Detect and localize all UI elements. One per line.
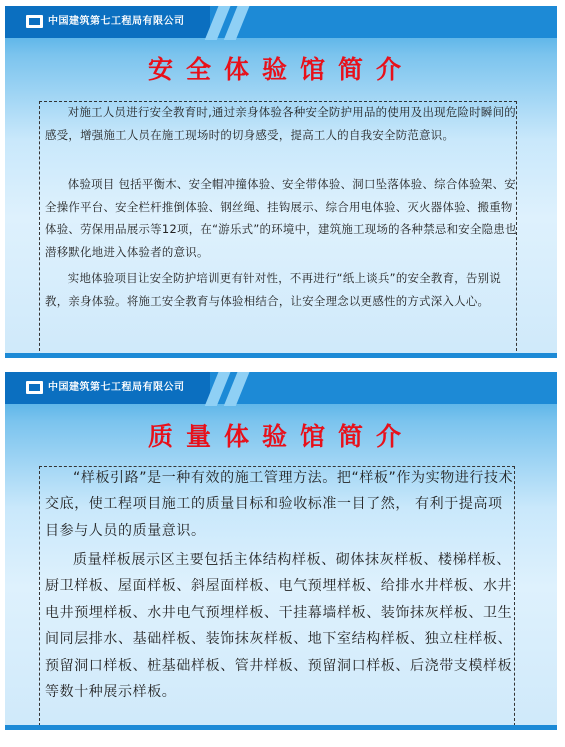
footer-bar xyxy=(5,725,557,730)
company-logo-icon xyxy=(26,15,43,28)
safety-paragraph: 体验项目 包括平衡木、安全帽冲撞体验、安全带体验、洞口坠落体验、综合体验架、安全操作平台、安全栏杆推倒体验、钢丝绳、挂钩展示、综合用电体验、灭火器体验、搬重物体验、劳保用品展示等12项，在“游乐式”的环境中，建筑施工现场的各种禁忌和安全隐患也潜移默化地进入体验者的意识。 xyxy=(45,177,517,259)
safety-paragraph: 实地体验项目让安全防护培训更有针对性，不再进行“纸上谈兵”的安全教育，告别说教，亲身体验。将施工安全教育与体验相结合，让安全理念以更感性的方式深入人心。 xyxy=(45,271,502,308)
safety-title: 安全体验馆简介 xyxy=(147,55,414,84)
company-name: 中国建筑第七工程局有限公司 xyxy=(48,382,185,393)
quality-board xyxy=(5,372,557,730)
safety-paragraph: 对施工人员进行安全教育时,通过亲身体验各种安全防护用品的使用及出现危险时瞬间的感受，增强施工人员在施工现场时的切身感受，提高工人的自我安全防范意识。 xyxy=(45,105,516,142)
safety-board xyxy=(5,6,557,358)
company-logo-icon xyxy=(26,381,43,394)
quality-paragraph: “样板引路”是一种有效的施工管理方法。把“样板”作为实物进行技术交底，使工程项目施工的质量目标和验收标准一目了然， 有利于提高项目参与人员的质量意识。 xyxy=(45,470,514,539)
quality-title: 质量体验馆简介 xyxy=(147,422,414,451)
header-bar xyxy=(5,6,557,38)
quality-paragraph: 质量样板展示区主要包括主体结构样板、砌体抹灰样板、楼梯样板、厨卫样板、屋面样板、斜屋面样板、电气预埋样板、给排水井样板、水井电井预埋样板、水井电气预埋样板、干挂幕墙样板、装饰抹灰样板、卫生间同层排水、基础样板、装饰抹灰样板、地下室结构样板、独立柱样板、预留洞口样板、桩基础样板、管井样板、预留洞口样板、后浇带支模样板等数十种展示样板。 xyxy=(45,552,513,701)
footer-bar xyxy=(5,353,557,358)
company-name: 中国建筑第七工程局有限公司 xyxy=(48,16,185,27)
header-bar xyxy=(5,372,557,404)
